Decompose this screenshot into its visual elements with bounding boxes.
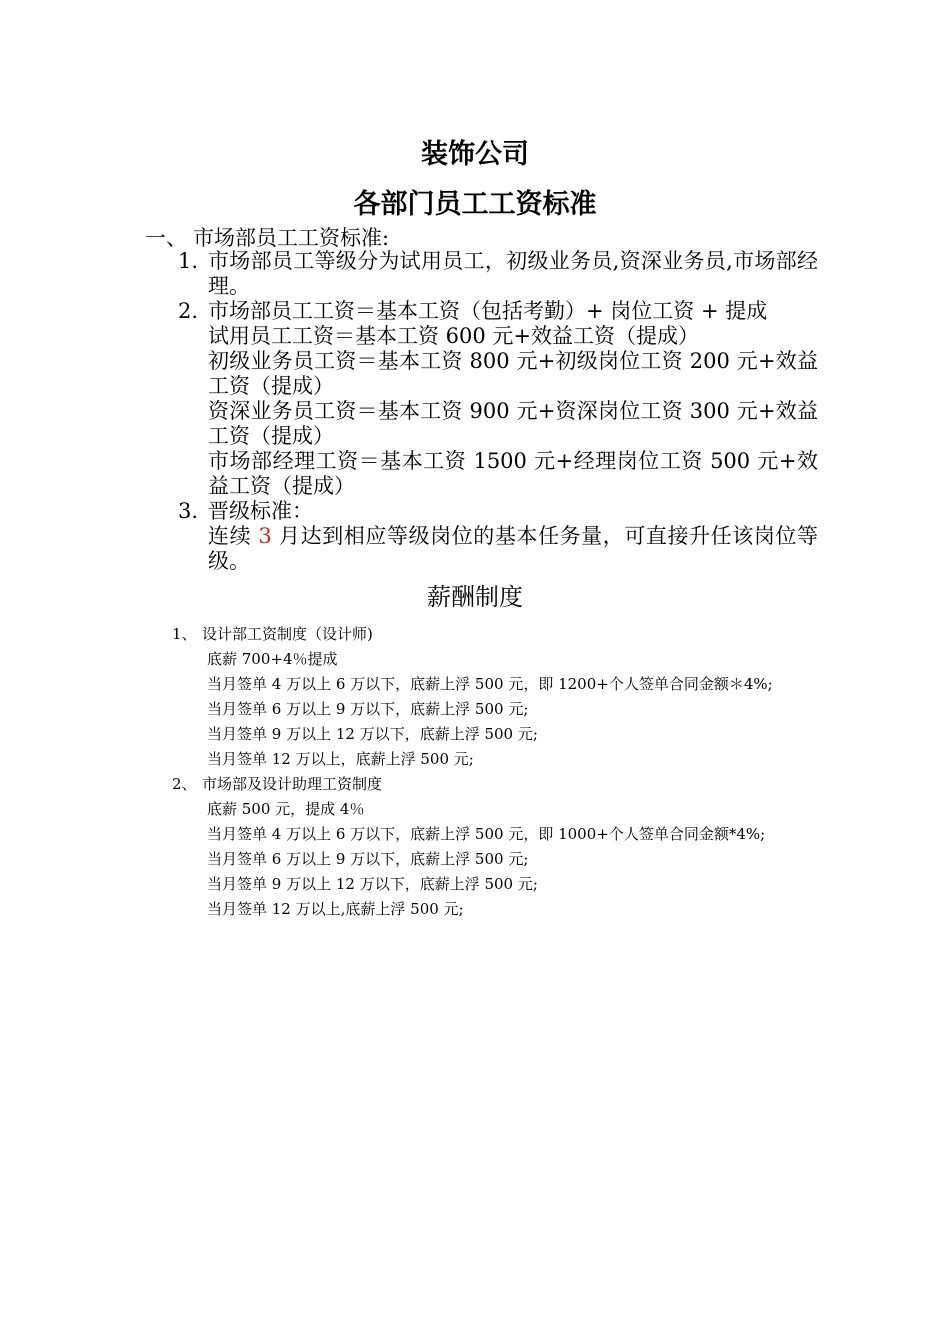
list-item: 当月签单 9 万以上 12 万以下，底薪上浮 500 元; — [207, 725, 538, 743]
list-item: 当月签单 6 万以上 9 万以下，底薪上浮 500 元; — [207, 700, 529, 718]
market-marker: 2、 — [172, 775, 197, 793]
list-item: 当月签单 12 万以上，底薪上浮 500 元; — [207, 750, 474, 768]
list-heading: 晋级标准： — [208, 499, 313, 523]
list-item: 当月签单 9 万以上 12 万以下，底薪上浮 500 元; — [207, 875, 538, 893]
list-item — [178, 499, 818, 574]
list-text: 市场部员工等级分为试用员工，初级业务员,资深业务员,市场部经理。 — [208, 249, 818, 298]
design-marker: 1、 — [172, 625, 197, 643]
section-heading-text: 市场部员工工资标准: — [193, 226, 390, 250]
list-number: 3. — [178, 499, 199, 523]
list-text: 市场部经理工资＝基本工资 1500 元+经理岗位工资 500 元+效益工资（提成） — [208, 449, 818, 498]
section-subtitle: 薪酬制度 — [427, 583, 523, 611]
list-item: 底薪 700+4％提成 — [207, 650, 338, 668]
document-title: 各部门员工工资标准 — [353, 189, 597, 220]
list-item: 当月签单 12 万以上,底薪上浮 500 元; — [207, 900, 464, 918]
list-item: 当月签单 6 万以上 9 万以下，底薪上浮 500 元; — [207, 850, 529, 868]
list-item: 当月签单 4 万以上 6 万以下，底薪上浮 500 元，即 1000+个人签单合同金额*4%; — [207, 825, 766, 843]
section-marker: 一、 — [145, 226, 187, 250]
list-text: 连续 3 月达到相应等级岗位的基本任务量，可直接升任该岗位等级。 — [208, 524, 818, 573]
list-text: 初级业务员工资＝基本工资 800 元+初级岗位工资 200 元+效益工资（提成） — [208, 349, 818, 398]
section-heading — [145, 226, 389, 251]
list-item — [178, 299, 818, 499]
list-text: 资深业务员工资＝基本工资 900 元+资深岗位工资 300 元+效益工资（提成） — [208, 399, 818, 448]
highlight-number: 3 — [258, 524, 272, 548]
market-heading: 2、 市场部及设计助理工资制度 — [172, 772, 382, 797]
design-heading: 1、 设计部工资制度（设计师) — [172, 622, 373, 647]
company-title: 装饰公司 — [421, 139, 529, 170]
list-number: 1. — [178, 249, 199, 273]
list-text: 市场部员工工资＝基本工资（包括考勤）+ 岗位工资 + 提成 — [208, 299, 768, 323]
list-number: 2. — [178, 299, 199, 323]
list-item: 当月签单 4 万以上 6 万以下，底薪上浮 500 元，即 1200+个人签单合同金额＊4%; — [207, 675, 773, 693]
list-text: 试用员工工资＝基本工资 600 元+效益工资（提成） — [208, 324, 700, 348]
list-item: 底薪 500 元，提成 4％ — [207, 800, 365, 818]
list-item — [178, 249, 818, 299]
